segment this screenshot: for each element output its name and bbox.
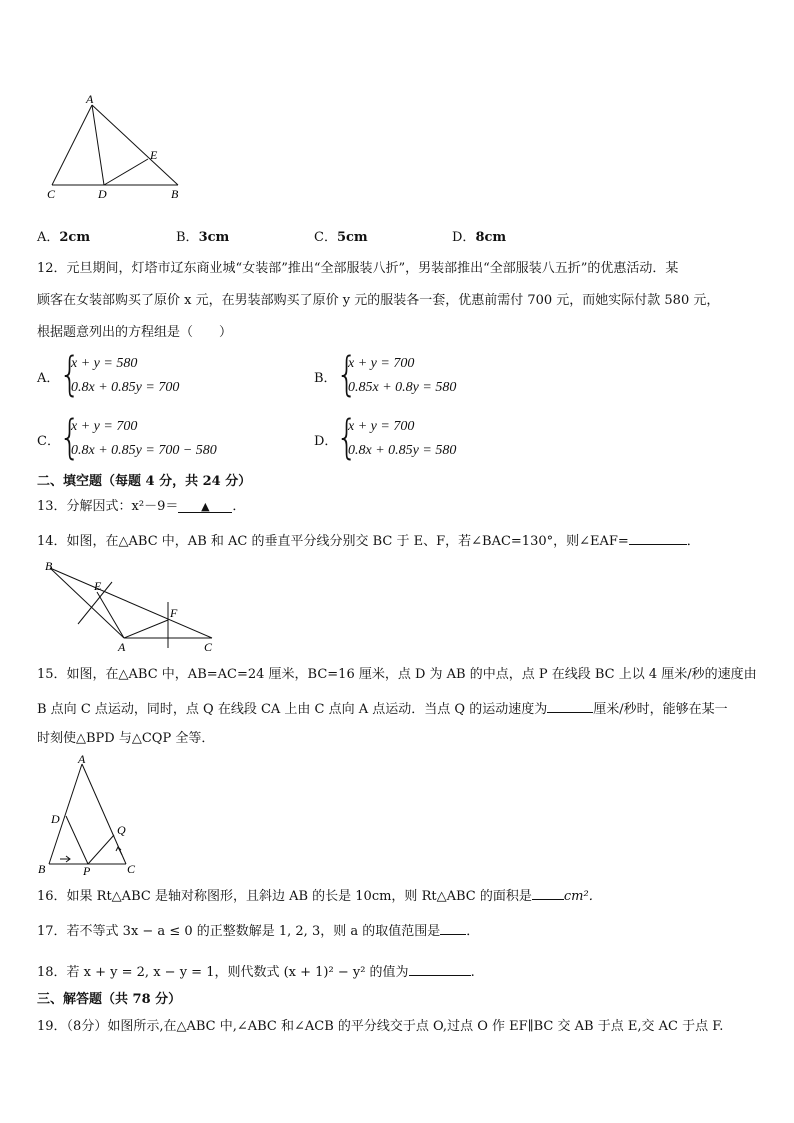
fig1-label-b: B [171,187,179,201]
fig3-label-p: P [83,864,91,876]
fig3-label-q: Q [117,823,126,837]
figure-perpendicular-bisectors [40,560,220,654]
q12-line2: 顾客在女装部购买了原价 x 元，在男装部购买了原价 y 元的服装各一套，优惠前需付 700 元，而她实际付款 580 元， [37,293,720,308]
q11-option-d: D．8cm [452,230,507,245]
fig2-label-c: C [204,640,213,654]
q11-option-a: A．2cm [37,230,91,245]
q11-option-b: B．3cm [176,230,230,245]
fig1-label-d: D [98,187,107,201]
q19: 19．（8分）如图所示,在△ABC 中,∠ABC 和∠ACB 的平分线交于点 O,过点 O 作 EF∥BC 交 AB 于点 E,交 AC 于点 F. [37,1019,724,1034]
q12-line3: 根据题意列出的方程组是（ ） [37,325,233,340]
q15-answer-blank [547,698,593,713]
fig3-label-b: B [38,862,46,876]
q16: 16．如果 Rt△ABC 是轴对称图形，且斜边 AB 的长是 10cm，则 Rt△ABC 的面积是 cm²． [37,885,602,906]
fig1-label-c: C [47,187,56,201]
q13-answer-blank: ▲ [178,498,232,513]
q17: 17．若不等式 3x − a ≤ 0 的正整数解是 1, 2, 3，则 a 的取值范围是 ． [37,920,479,941]
fig3-label-c: C [127,862,136,876]
fig3-label-a: A [78,754,86,766]
fig2-label-b: B [45,560,53,573]
q17-answer-blank [440,920,466,935]
q14-answer-blank [629,530,687,545]
fig3-label-d: D [51,812,60,826]
q12-line1: 12．元旦期间，灯塔市辽东商业城“女装部”推出“全部服装八折”，男装部推出“全部服装八五折”的优惠活动．某 [37,261,679,276]
section-fill-blank-heading: 二、填空题（每题 4 分，共 24 分） [37,474,252,489]
fig2-label-a: A [118,640,126,654]
q18: 18．若 x + y = 2, x − y = 1，则代数式 (x + 1)² − y² 的值为 . [37,961,475,982]
q15-line3: 时刻使△BPD 与△CQP 全等． [37,731,215,746]
fig2-label-f: F [170,606,178,620]
fig2-label-e: E [94,579,102,593]
figure-isosceles-triangle [36,754,146,876]
q15-line1: 15．如图，在△ABC 中，AB=AC=24 厘米，BC=16 厘米，点 D 为 AB 的中点，点 P 在线段 BC 上以 4 厘米/秒的速度由 [37,667,757,682]
q18-answer-blank [409,961,471,976]
figure-triangle-abcde [40,92,200,204]
q15-line2: B 点向 C 点运动，同时，点 Q 在线段 CA 上由 C 点向 A 点运动．当点 Q 的运动速度为 厘米/秒时，能够在某一 [37,698,728,719]
q14: 14．如图，在△ABC 中，AB 和 AC 的垂直平分线分别交 BC 于 E、F，若∠BAC=130°，则∠EAF= ． [37,530,700,551]
q13: 13．分解因式：x²－9＝ ▲ ． [37,499,246,514]
section-answer-heading: 三、解答题（共 78 分） [37,992,182,1007]
q16-answer-blank [532,885,564,900]
q11-option-c: C．5cm [314,230,368,245]
fig1-label-a: A [86,92,94,106]
fig1-label-e: E [150,148,158,162]
